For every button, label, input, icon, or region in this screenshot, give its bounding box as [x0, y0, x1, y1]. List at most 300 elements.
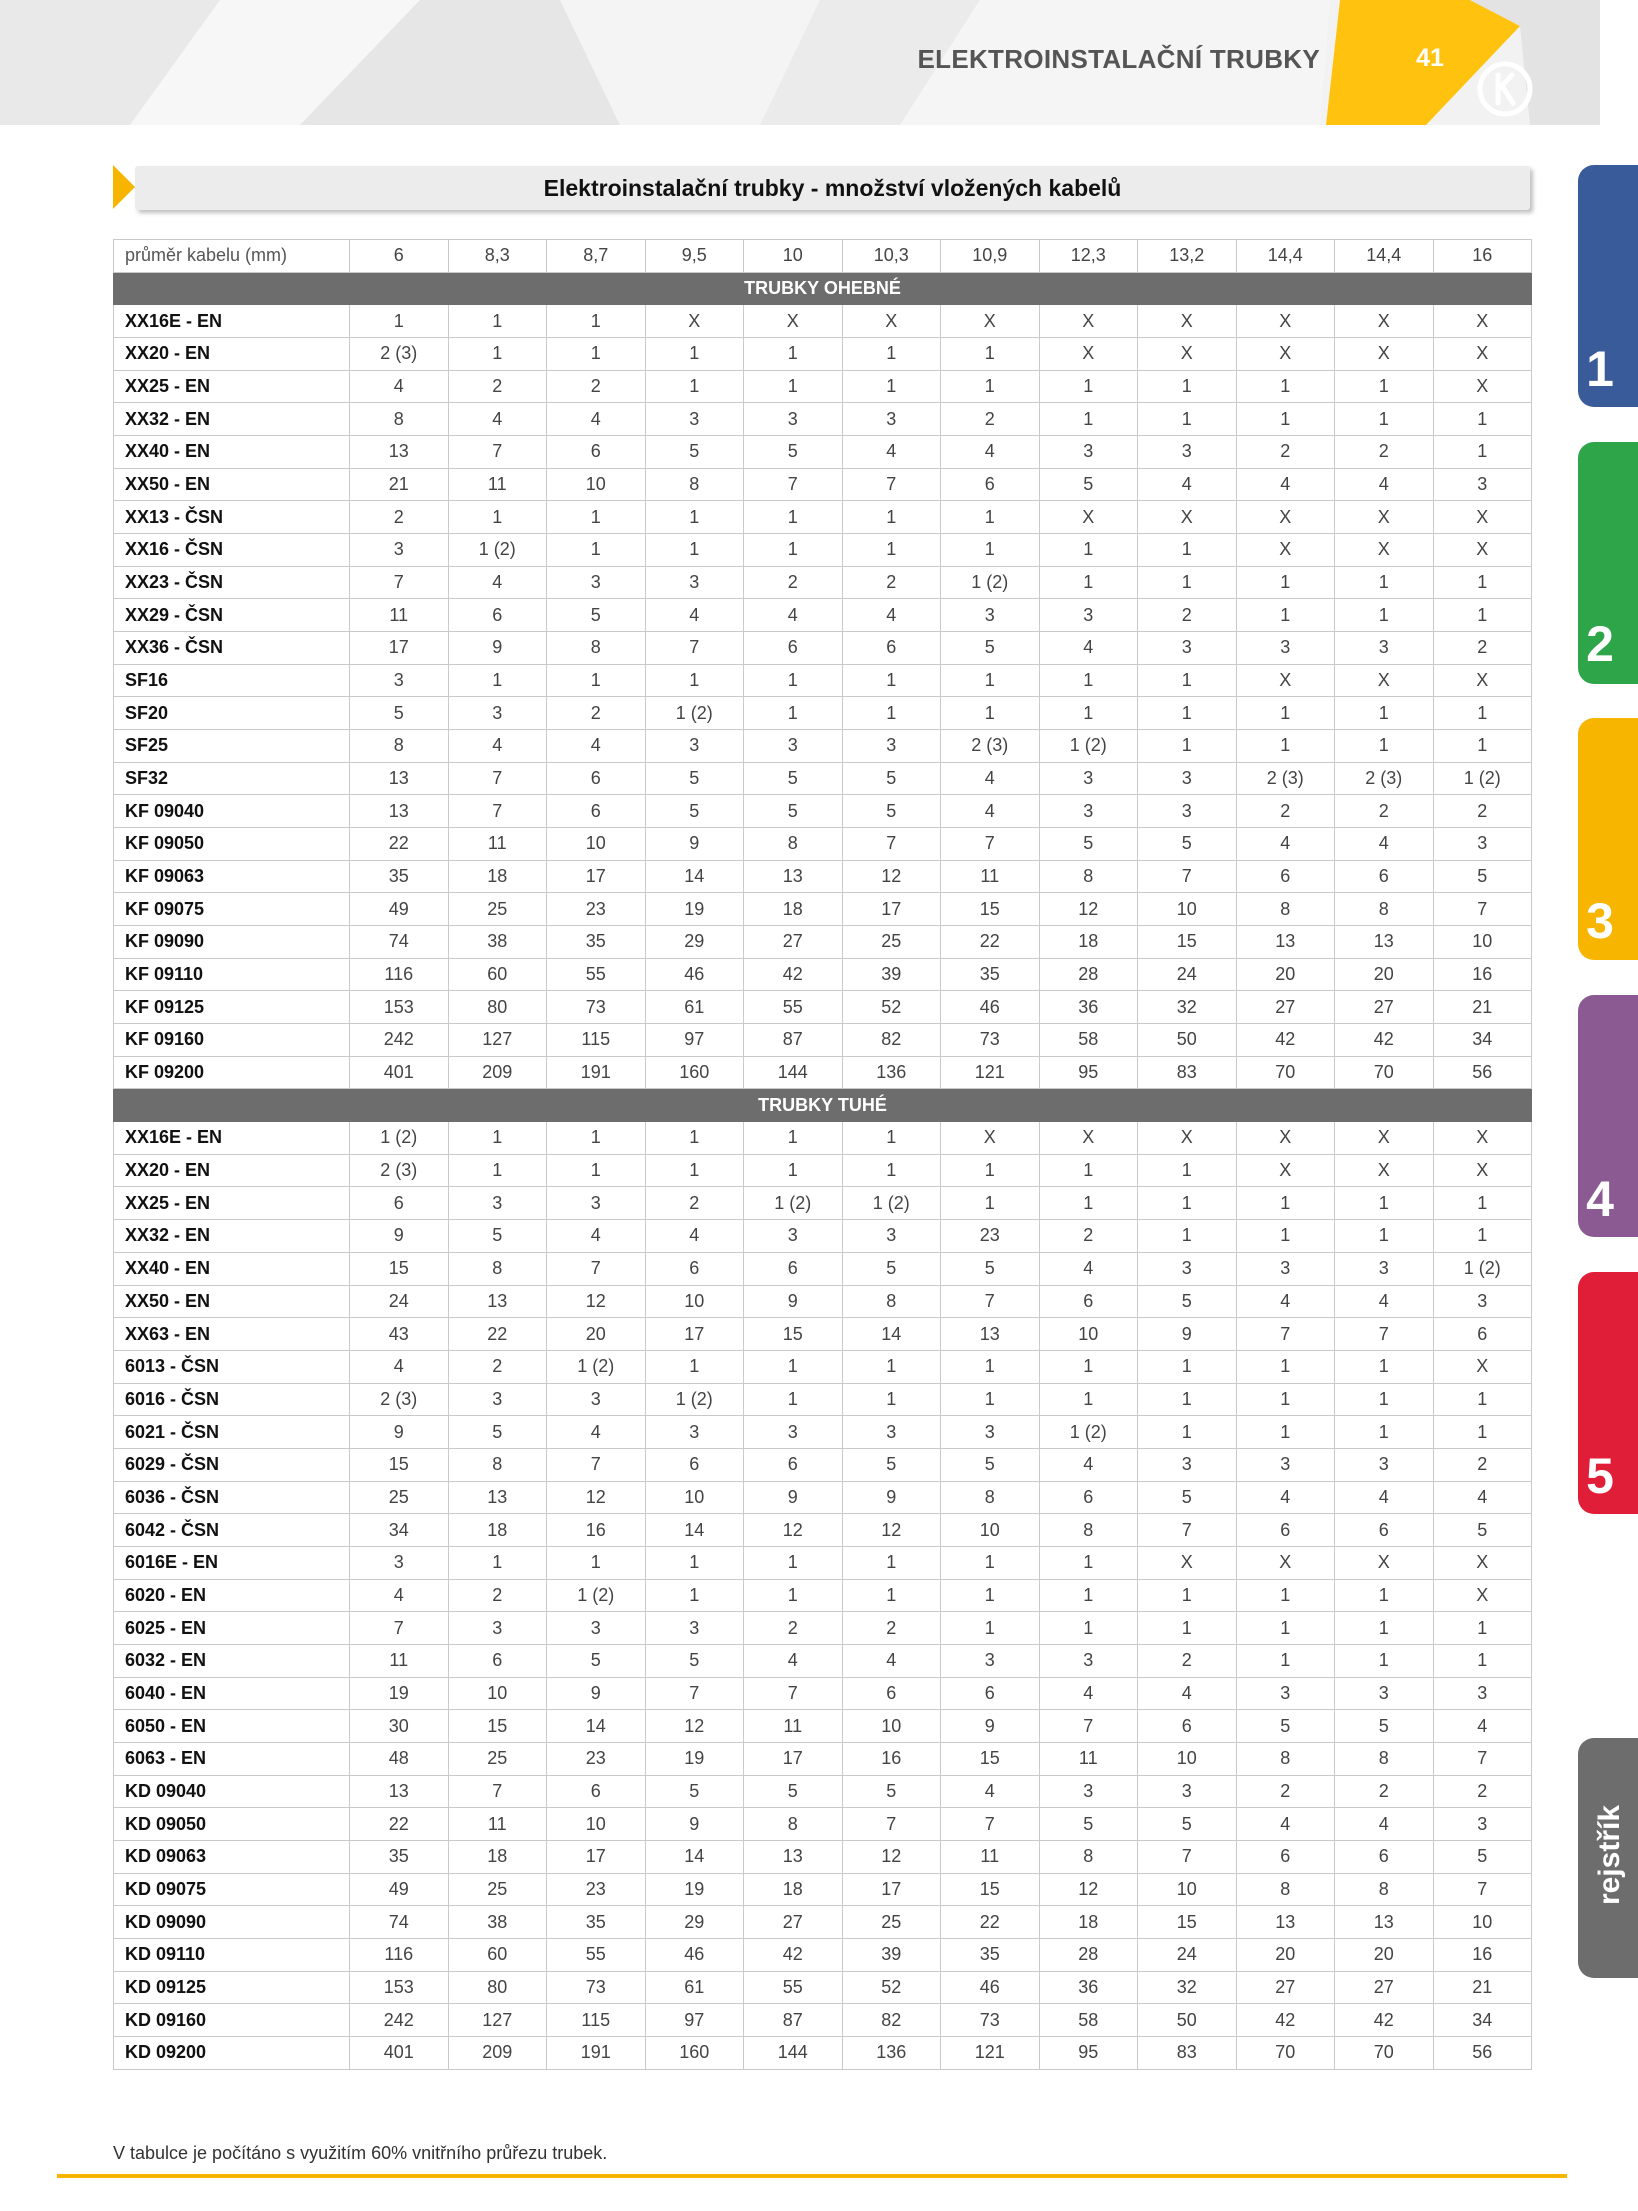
table-cell: 52	[842, 1971, 941, 2004]
row-label: XX36 - ČSN	[114, 632, 350, 665]
table-row	[114, 730, 1532, 763]
table-cell: 3	[448, 1383, 547, 1416]
table-cell: 7	[842, 1808, 941, 1841]
table-row	[114, 1481, 1532, 1514]
table-cell: 1	[1335, 1220, 1434, 1253]
table-cell: 13	[448, 1481, 547, 1514]
table-cell: 7	[1335, 1318, 1434, 1351]
row-label: 6050 - EN	[114, 1710, 350, 1743]
table-cell: 1	[547, 1154, 646, 1187]
table-cell: 1	[941, 1546, 1040, 1579]
table-cell: 7	[842, 828, 941, 861]
table-cell: 115	[547, 2004, 646, 2037]
table-cell: 12	[1039, 1873, 1138, 1906]
table-cell: 8	[1236, 1742, 1335, 1775]
table-cell: 17	[744, 1742, 843, 1775]
table-cell: 5	[645, 762, 744, 795]
table-cell: 1	[842, 1383, 941, 1416]
table-row	[114, 1677, 1532, 1710]
side-tab-index[interactable]	[1578, 1738, 1638, 1978]
table-cell: 15	[448, 1710, 547, 1743]
table-cell: 1	[1433, 599, 1532, 632]
table-cell: 1	[744, 501, 843, 534]
table-cell: 21	[1433, 1971, 1532, 2004]
table-cell: 5	[645, 1644, 744, 1677]
table-cell: 1	[448, 1546, 547, 1579]
table-cell: 1	[941, 501, 1040, 534]
side-tab-label: 2	[1586, 616, 1614, 672]
table-cell: 7	[448, 436, 547, 469]
table-cell: 1	[842, 1579, 941, 1612]
table-row	[114, 501, 1532, 534]
table-cell: 4	[350, 1350, 449, 1383]
row-label: SF20	[114, 697, 350, 730]
table-cell: 25	[448, 893, 547, 926]
table-cell: 80	[448, 991, 547, 1024]
table-cell: 2	[547, 697, 646, 730]
table-cell: 83	[1138, 2036, 1237, 2069]
cable-capacity-table	[113, 239, 1532, 2070]
table-cell: 8	[1335, 1742, 1434, 1775]
table-cell: 1 (2)	[645, 697, 744, 730]
table-cell: 1	[448, 501, 547, 534]
table-cell: 9	[448, 632, 547, 665]
table-cell: 2	[350, 501, 449, 534]
table-cell: 10	[547, 828, 646, 861]
table-cell: 1	[645, 664, 744, 697]
table-cell: 1	[1433, 1220, 1532, 1253]
row-label: XX40 - EN	[114, 436, 350, 469]
table-cell: 42	[744, 958, 843, 991]
side-tab-4[interactable]	[1578, 995, 1638, 1237]
table-cell: 8	[350, 403, 449, 436]
table-cell: 160	[645, 1056, 744, 1089]
table-cell: 6	[448, 1644, 547, 1677]
table-cell: 8	[1236, 893, 1335, 926]
table-cell: 3	[1433, 468, 1532, 501]
table-cell: 49	[350, 1873, 449, 1906]
side-tab-label: 5	[1586, 1448, 1614, 1504]
row-label: SF25	[114, 730, 350, 763]
table-cell: 7	[842, 468, 941, 501]
table-cell: 13	[448, 1285, 547, 1318]
table-cell: 6	[448, 599, 547, 632]
table-row	[114, 1187, 1532, 1220]
table-cell: 6	[842, 1677, 941, 1710]
table-cell: 2	[1236, 795, 1335, 828]
table-cell: 70	[1335, 1056, 1434, 1089]
table-cell: 8	[448, 1448, 547, 1481]
table-cell: 74	[350, 1906, 449, 1939]
table-cell: 1	[1039, 1612, 1138, 1645]
table-cell: 12	[744, 1514, 843, 1547]
table-cell: 2	[1039, 1220, 1138, 1253]
table-cell: 8	[1039, 1840, 1138, 1873]
table-cell: 38	[448, 1906, 547, 1939]
table-cell: X	[1236, 501, 1335, 534]
row-label: 6025 - EN	[114, 1612, 350, 1645]
side-tab-1[interactable]	[1578, 165, 1638, 407]
table-cell: 4	[547, 1220, 646, 1253]
table-cell: 1	[1236, 403, 1335, 436]
table-title: Elektroinstalační trubky - množství vložených kabelů	[135, 166, 1530, 210]
table-cell: 1	[1433, 1612, 1532, 1645]
table-cell: 7	[1433, 1873, 1532, 1906]
table-cell: 1	[941, 697, 1040, 730]
table-cell: 70	[1335, 2036, 1434, 2069]
table-cell: 1	[941, 1579, 1040, 1612]
table-row	[114, 1122, 1532, 1155]
table-row	[114, 566, 1532, 599]
table-cell: 17	[842, 1873, 941, 1906]
table-cell: 1	[1433, 1187, 1532, 1220]
table-cell: 2	[842, 1612, 941, 1645]
table-cell: 6	[1039, 1285, 1138, 1318]
table-cell: 11	[941, 860, 1040, 893]
table-row	[114, 1056, 1532, 1089]
table-cell: 2 (3)	[350, 338, 449, 371]
side-tab-label: rejstřík	[1593, 1804, 1626, 1906]
table-cell: 10	[645, 1285, 744, 1318]
table-cell: 13	[350, 1775, 449, 1808]
table-cell: 10	[1433, 1906, 1532, 1939]
table-cell: 13	[350, 795, 449, 828]
table-cell: 5	[1335, 1710, 1434, 1743]
side-tab-label: 1	[1586, 341, 1614, 397]
table-cell: 1	[842, 1546, 941, 1579]
table-cell: 49	[350, 893, 449, 926]
table-cell: 191	[547, 2036, 646, 2069]
table-cell: 3	[645, 730, 744, 763]
table-cell: 1	[1433, 436, 1532, 469]
table-row	[114, 1318, 1532, 1351]
table-cell: 23	[941, 1220, 1040, 1253]
table-cell: 5	[842, 1448, 941, 1481]
table-cell: X	[1335, 501, 1434, 534]
table-cell: 9	[1138, 1318, 1237, 1351]
table-cell: 4	[1236, 1481, 1335, 1514]
table-cell: 39	[842, 958, 941, 991]
table-cell: 3	[1138, 1775, 1237, 1808]
table-cell: 4	[1236, 1285, 1335, 1318]
row-label: XX32 - EN	[114, 403, 350, 436]
table-cell: 15	[1138, 926, 1237, 959]
table-cell: 1 (2)	[645, 1383, 744, 1416]
table-cell: 22	[941, 1906, 1040, 1939]
table-cell: 35	[941, 1938, 1040, 1971]
row-label: 6021 - ČSN	[114, 1416, 350, 1449]
table-cell: 14	[842, 1318, 941, 1351]
table-cell: 74	[350, 926, 449, 959]
table-cell: 1	[448, 1154, 547, 1187]
table-cell: 1	[1138, 1220, 1237, 1253]
table-cell: 6	[547, 1775, 646, 1808]
row-label: XX20 - EN	[114, 338, 350, 371]
table-cell: 11	[448, 1808, 547, 1841]
table-cell: 3	[448, 1187, 547, 1220]
table-cell: 9	[350, 1220, 449, 1253]
table-row	[114, 1644, 1532, 1677]
table-cell: 116	[350, 1938, 449, 1971]
table-cell: 11	[448, 468, 547, 501]
table-cell: 36	[1039, 991, 1138, 1024]
table-cell: 2	[1138, 599, 1237, 632]
table-cell: 1	[1138, 1154, 1237, 1187]
table-cell: 18	[1039, 926, 1138, 959]
table-row	[114, 1873, 1532, 1906]
table-cell: 10	[1039, 1318, 1138, 1351]
table-cell: 1	[1236, 1220, 1335, 1253]
footnote: V tabulce je počítáno s využitím 60% vnitřního průřezu trubek.	[113, 2143, 608, 2163]
table-cell: 1	[941, 370, 1040, 403]
table-cell: 1	[1138, 1579, 1237, 1612]
table-row	[114, 1285, 1532, 1318]
table-cell: 3	[744, 1220, 843, 1253]
table-cell: 7	[744, 468, 843, 501]
table-cell: 4	[1039, 1677, 1138, 1710]
table-cell: 20	[1335, 1938, 1434, 1971]
table-cell: X	[1236, 1546, 1335, 1579]
table-cell: 7	[448, 762, 547, 795]
side-tab-5[interactable]	[1578, 1272, 1638, 1514]
table-cell: 1 (2)	[941, 566, 1040, 599]
side-tab-3[interactable]	[1578, 718, 1638, 960]
table-cell: 2	[448, 370, 547, 403]
table-cell: 35	[350, 1840, 449, 1873]
table-cell: 1	[1138, 403, 1237, 436]
table-cell: 36	[1039, 1971, 1138, 2004]
table-cell: 7	[1433, 893, 1532, 926]
table-cell: X	[1433, 305, 1532, 338]
table-cell: 13	[350, 436, 449, 469]
table-cell: 3	[744, 1416, 843, 1449]
table-cell: 14	[645, 860, 744, 893]
table-cell: 34	[1433, 2004, 1532, 2037]
table-cell: 10	[448, 1677, 547, 1710]
table-cell: X	[645, 305, 744, 338]
table-cell: 10	[645, 1481, 744, 1514]
table-cell: 2	[1433, 1775, 1532, 1808]
table-cell: X	[1138, 305, 1237, 338]
table-cell: 6	[1039, 1481, 1138, 1514]
table-cell: 15	[941, 1873, 1040, 1906]
table-cell: 7	[1433, 1742, 1532, 1775]
table-cell: 1	[1039, 1546, 1138, 1579]
table-cell: 7	[645, 1677, 744, 1710]
table-row	[114, 632, 1532, 665]
table-cell: 5	[1138, 1285, 1237, 1318]
table-cell: 1	[744, 1350, 843, 1383]
table-cell: 4	[941, 1775, 1040, 1808]
table-cell: 55	[547, 958, 646, 991]
table-cell: 3	[1433, 1808, 1532, 1841]
table-cell: 18	[744, 893, 843, 926]
table-cell: 1	[1138, 1612, 1237, 1645]
table-cell: 29	[645, 1906, 744, 1939]
table-cell: X	[1138, 338, 1237, 371]
table-cell: 1 (2)	[744, 1187, 843, 1220]
table-cell: 60	[448, 958, 547, 991]
table-cell: 1	[1236, 1187, 1335, 1220]
table-cell: 61	[645, 991, 744, 1024]
table-cell: 87	[744, 2004, 843, 2037]
table-cell: 1	[1039, 1579, 1138, 1612]
table-cell: 7	[448, 1775, 547, 1808]
column-header: 6	[350, 240, 449, 273]
column-header: 9,5	[645, 240, 744, 273]
table-cell: 4	[842, 599, 941, 632]
table-cell: 46	[941, 1971, 1040, 2004]
table-cell: X	[1433, 1154, 1532, 1187]
table-cell: 4	[350, 370, 449, 403]
table-row	[114, 534, 1532, 567]
table-cell: 42	[1236, 1024, 1335, 1057]
row-label: SF32	[114, 762, 350, 795]
table-cell: 1	[1236, 697, 1335, 730]
table-cell: 3	[547, 1612, 646, 1645]
table-cell: 1	[448, 1122, 547, 1155]
table-cell: 4	[941, 795, 1040, 828]
table-cell: X	[1433, 534, 1532, 567]
table-cell: 12	[547, 1285, 646, 1318]
table-cell: 1	[1433, 730, 1532, 763]
table-cell: 24	[1138, 1938, 1237, 1971]
table-cell: 23	[547, 1873, 646, 1906]
table-cell: 15	[350, 1252, 449, 1285]
table-cell: 19	[645, 893, 744, 926]
table-cell: X	[1335, 1546, 1434, 1579]
table-cell: 6	[1236, 1514, 1335, 1547]
row-label: KD 09040	[114, 1775, 350, 1808]
table-cell: X	[1039, 1122, 1138, 1155]
table-cell: 42	[1236, 2004, 1335, 2037]
table-cell: 9	[645, 1808, 744, 1841]
table-cell: 7	[1138, 1514, 1237, 1547]
table-cell: 8	[941, 1481, 1040, 1514]
section-header-row	[114, 272, 1532, 305]
table-cell: 16	[547, 1514, 646, 1547]
table-cell: X	[1138, 1122, 1237, 1155]
table-row	[114, 2004, 1532, 2037]
table-cell: 16	[1433, 1938, 1532, 1971]
table-cell: 18	[448, 860, 547, 893]
column-header: 8,3	[448, 240, 547, 273]
table-cell: 1	[1039, 697, 1138, 730]
row-label: XX63 - EN	[114, 1318, 350, 1351]
table-cell: 3	[744, 403, 843, 436]
table-cell: 1	[842, 664, 941, 697]
row-label: 6032 - EN	[114, 1644, 350, 1677]
table-cell: 9	[842, 1481, 941, 1514]
table-cell: 4	[448, 403, 547, 436]
table-cell: 1	[1039, 566, 1138, 599]
row-label: 6040 - EN	[114, 1677, 350, 1710]
table-cell: 6	[547, 795, 646, 828]
table-cell: 242	[350, 1024, 449, 1057]
table-cell: 17	[547, 1840, 646, 1873]
table-cell: 2	[645, 1187, 744, 1220]
table-cell: 55	[744, 1971, 843, 2004]
table-cell: X	[1433, 1350, 1532, 1383]
table-cell: 42	[1335, 1024, 1434, 1057]
table-cell: 1	[1433, 1644, 1532, 1677]
table-cell: 3	[350, 1546, 449, 1579]
table-cell: 17	[842, 893, 941, 926]
table-cell: 7	[448, 795, 547, 828]
table-cell: 18	[1039, 1906, 1138, 1939]
table-cell: 1	[941, 338, 1040, 371]
table-cell: 1 (2)	[842, 1187, 941, 1220]
table-cell: 6	[1236, 860, 1335, 893]
table-cell: 191	[547, 1056, 646, 1089]
table-cell: 9	[744, 1285, 843, 1318]
table-cell: 3	[842, 1416, 941, 1449]
table-cell: 43	[350, 1318, 449, 1351]
table-cell: 3	[645, 403, 744, 436]
table-row	[114, 403, 1532, 436]
column-header: 14,4	[1236, 240, 1335, 273]
side-tab-2[interactable]	[1578, 442, 1638, 684]
row-label: KF 09063	[114, 860, 350, 893]
table-cell: 27	[744, 1906, 843, 1939]
table-cell: 7	[941, 1285, 1040, 1318]
table-cell: 1	[1236, 1579, 1335, 1612]
table-cell: 5	[1433, 1514, 1532, 1547]
table-cell: 6	[645, 1448, 744, 1481]
table-cell: 9	[744, 1481, 843, 1514]
table-cell: 1	[1335, 1350, 1434, 1383]
table-cell: 16	[842, 1742, 941, 1775]
table-row	[114, 436, 1532, 469]
table-cell: 5	[842, 1252, 941, 1285]
table-cell: 3	[645, 1612, 744, 1645]
table-cell: 25	[350, 1481, 449, 1514]
table-cell: 14	[645, 1514, 744, 1547]
table-cell: 1	[1138, 697, 1237, 730]
table-cell: 1	[1039, 1187, 1138, 1220]
table-cell: X	[1335, 1122, 1434, 1155]
table-cell: 2	[744, 1612, 843, 1645]
page-number: 41	[1416, 44, 1444, 72]
table-cell: 1	[744, 697, 843, 730]
table-cell: 3	[941, 599, 1040, 632]
table-cell: 136	[842, 1056, 941, 1089]
row-label: KF 09160	[114, 1024, 350, 1057]
table-cell: X	[1138, 1546, 1237, 1579]
table-cell: 4	[1335, 1481, 1434, 1514]
table-row	[114, 1024, 1532, 1057]
table-cell: X	[1039, 501, 1138, 534]
table-cell: 11	[941, 1840, 1040, 1873]
table-cell: 1	[1138, 370, 1237, 403]
table-cell: 1	[448, 305, 547, 338]
table-cell: 1	[645, 1579, 744, 1612]
table-cell: 242	[350, 2004, 449, 2037]
table-cell: 1	[350, 305, 449, 338]
table-cell: 1	[744, 370, 843, 403]
table-cell: 4	[448, 730, 547, 763]
table-cell: 8	[744, 828, 843, 861]
table-cell: 5	[1433, 1840, 1532, 1873]
table-cell: 4	[744, 1644, 843, 1677]
table-cell: 3	[1335, 1252, 1434, 1285]
table-cell: 8	[1039, 860, 1138, 893]
row-label: 6013 - ČSN	[114, 1350, 350, 1383]
table-cell: 4	[941, 436, 1040, 469]
table-cell: 3	[547, 1187, 646, 1220]
row-label: 6016E - EN	[114, 1546, 350, 1579]
table-cell: 1	[1236, 566, 1335, 599]
